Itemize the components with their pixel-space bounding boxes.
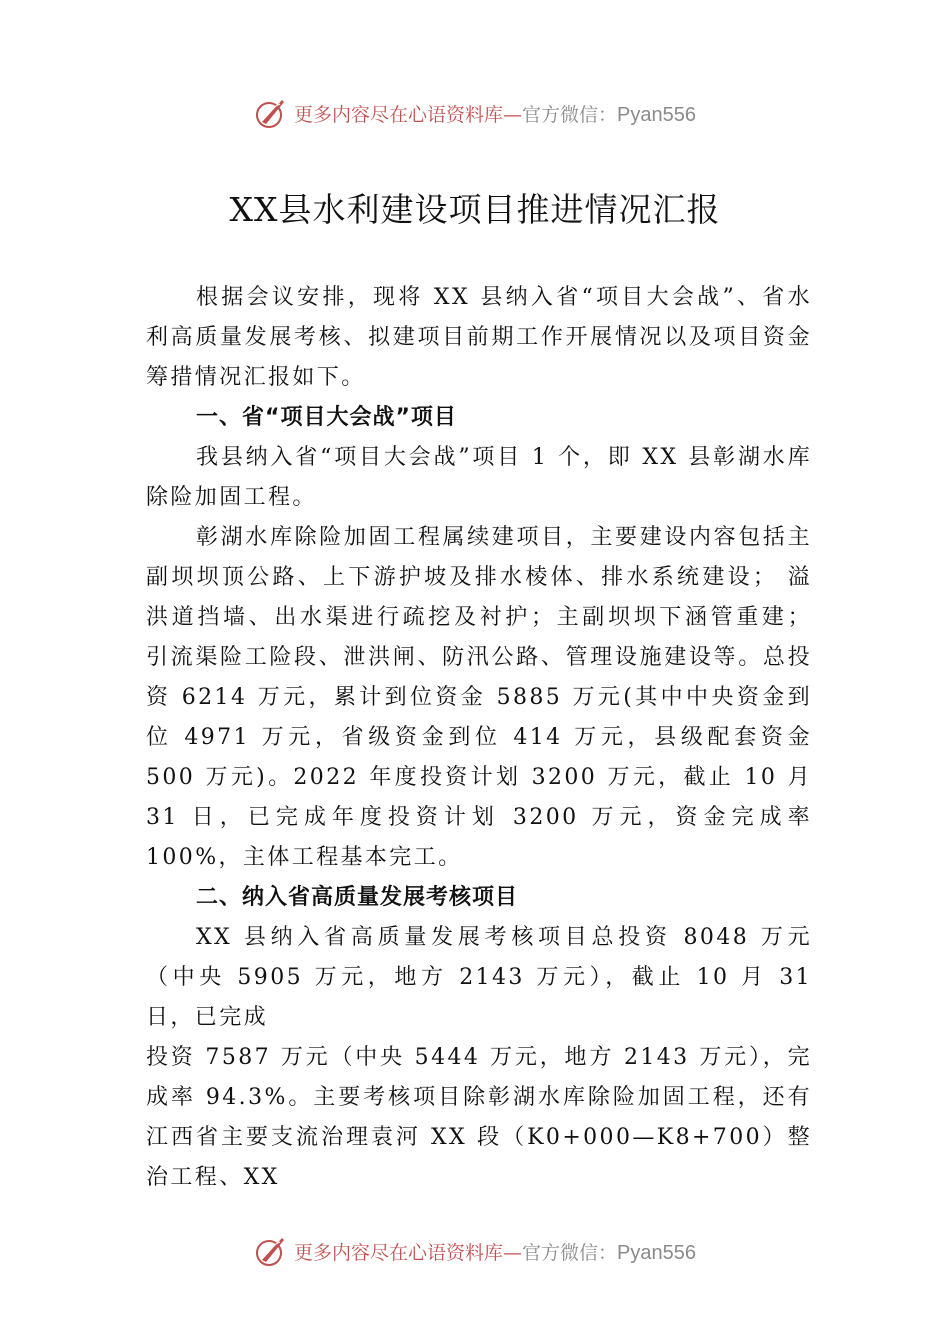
section-2-paragraph-1b: 投资 7587 万元（中央 5444 万元，地方 2143 万元），完成率 94.3%。主要考核项目除彰湖水库除险加固工程，还有江西省主要支流治理袁河 XX 段（K0+000—K8+700）整治工程、XX bbox=[146, 1045, 812, 1190]
section-1-paragraph-1: 我县纳入省“项目大会战”项目 1 个，即 XX 县彰湖水库除险加固工程。 bbox=[146, 445, 812, 510]
watermark-header bbox=[0, 96, 950, 130]
section-1-paragraph-2: 彰湖水库除险加固工程属续建项目，主要建设内容包括主副坝坝顶公路、上下游护坡及排水棱体、排水系统建设； 溢洪道挡墙、出水渠进行疏挖及衬护；主副坝坝下涵管重建； 引流渠险工险段、泄洪闸、防汛公路、管理设施建设等。总投资 6214 万元，累计到位资金 5885 万元(其中中央资金到位 4971 万元，省级资金到位 414 万元，县级配套资金 500 万元)。2022 年度投资计划 3200 万元，截止 10 月 31 日，已完成年度投资计划 3200 万元，资金完成率 100%，主体工程基本完工。 bbox=[146, 525, 812, 870]
section-2-heading: 二、纳入省高质量发展考核项目 bbox=[196, 885, 519, 910]
watermark-text: 更多内容尽在心语资料库—官方微信：Pyan556 bbox=[294, 1241, 696, 1264]
document-body bbox=[146, 278, 812, 1198]
quill-logo-icon bbox=[254, 1234, 288, 1268]
section-2-paragraph-1a: XX 县纳入省高质量发展考核项目总投资 8048 万元（中央 5905 万元，地方 2143 万元），截止 10 月 31 日，已完成 bbox=[146, 925, 812, 1030]
document-title: XX县水利建设项目推进情况汇报 bbox=[229, 190, 721, 229]
quill-logo-icon bbox=[254, 96, 288, 130]
watermark-text: 更多内容尽在心语资料库—官方微信：Pyan556 bbox=[294, 103, 696, 126]
watermark-footer bbox=[0, 1234, 950, 1268]
intro-paragraph: 根据会议安排，现将 XX 县纳入省“项目大会战”、省水利高质量发展考核、拟建项目前期工作开展情况以及项目资金筹措情况汇报如下。 bbox=[146, 285, 812, 390]
section-1-heading: 一、省“项目大会战”项目 bbox=[196, 405, 457, 430]
